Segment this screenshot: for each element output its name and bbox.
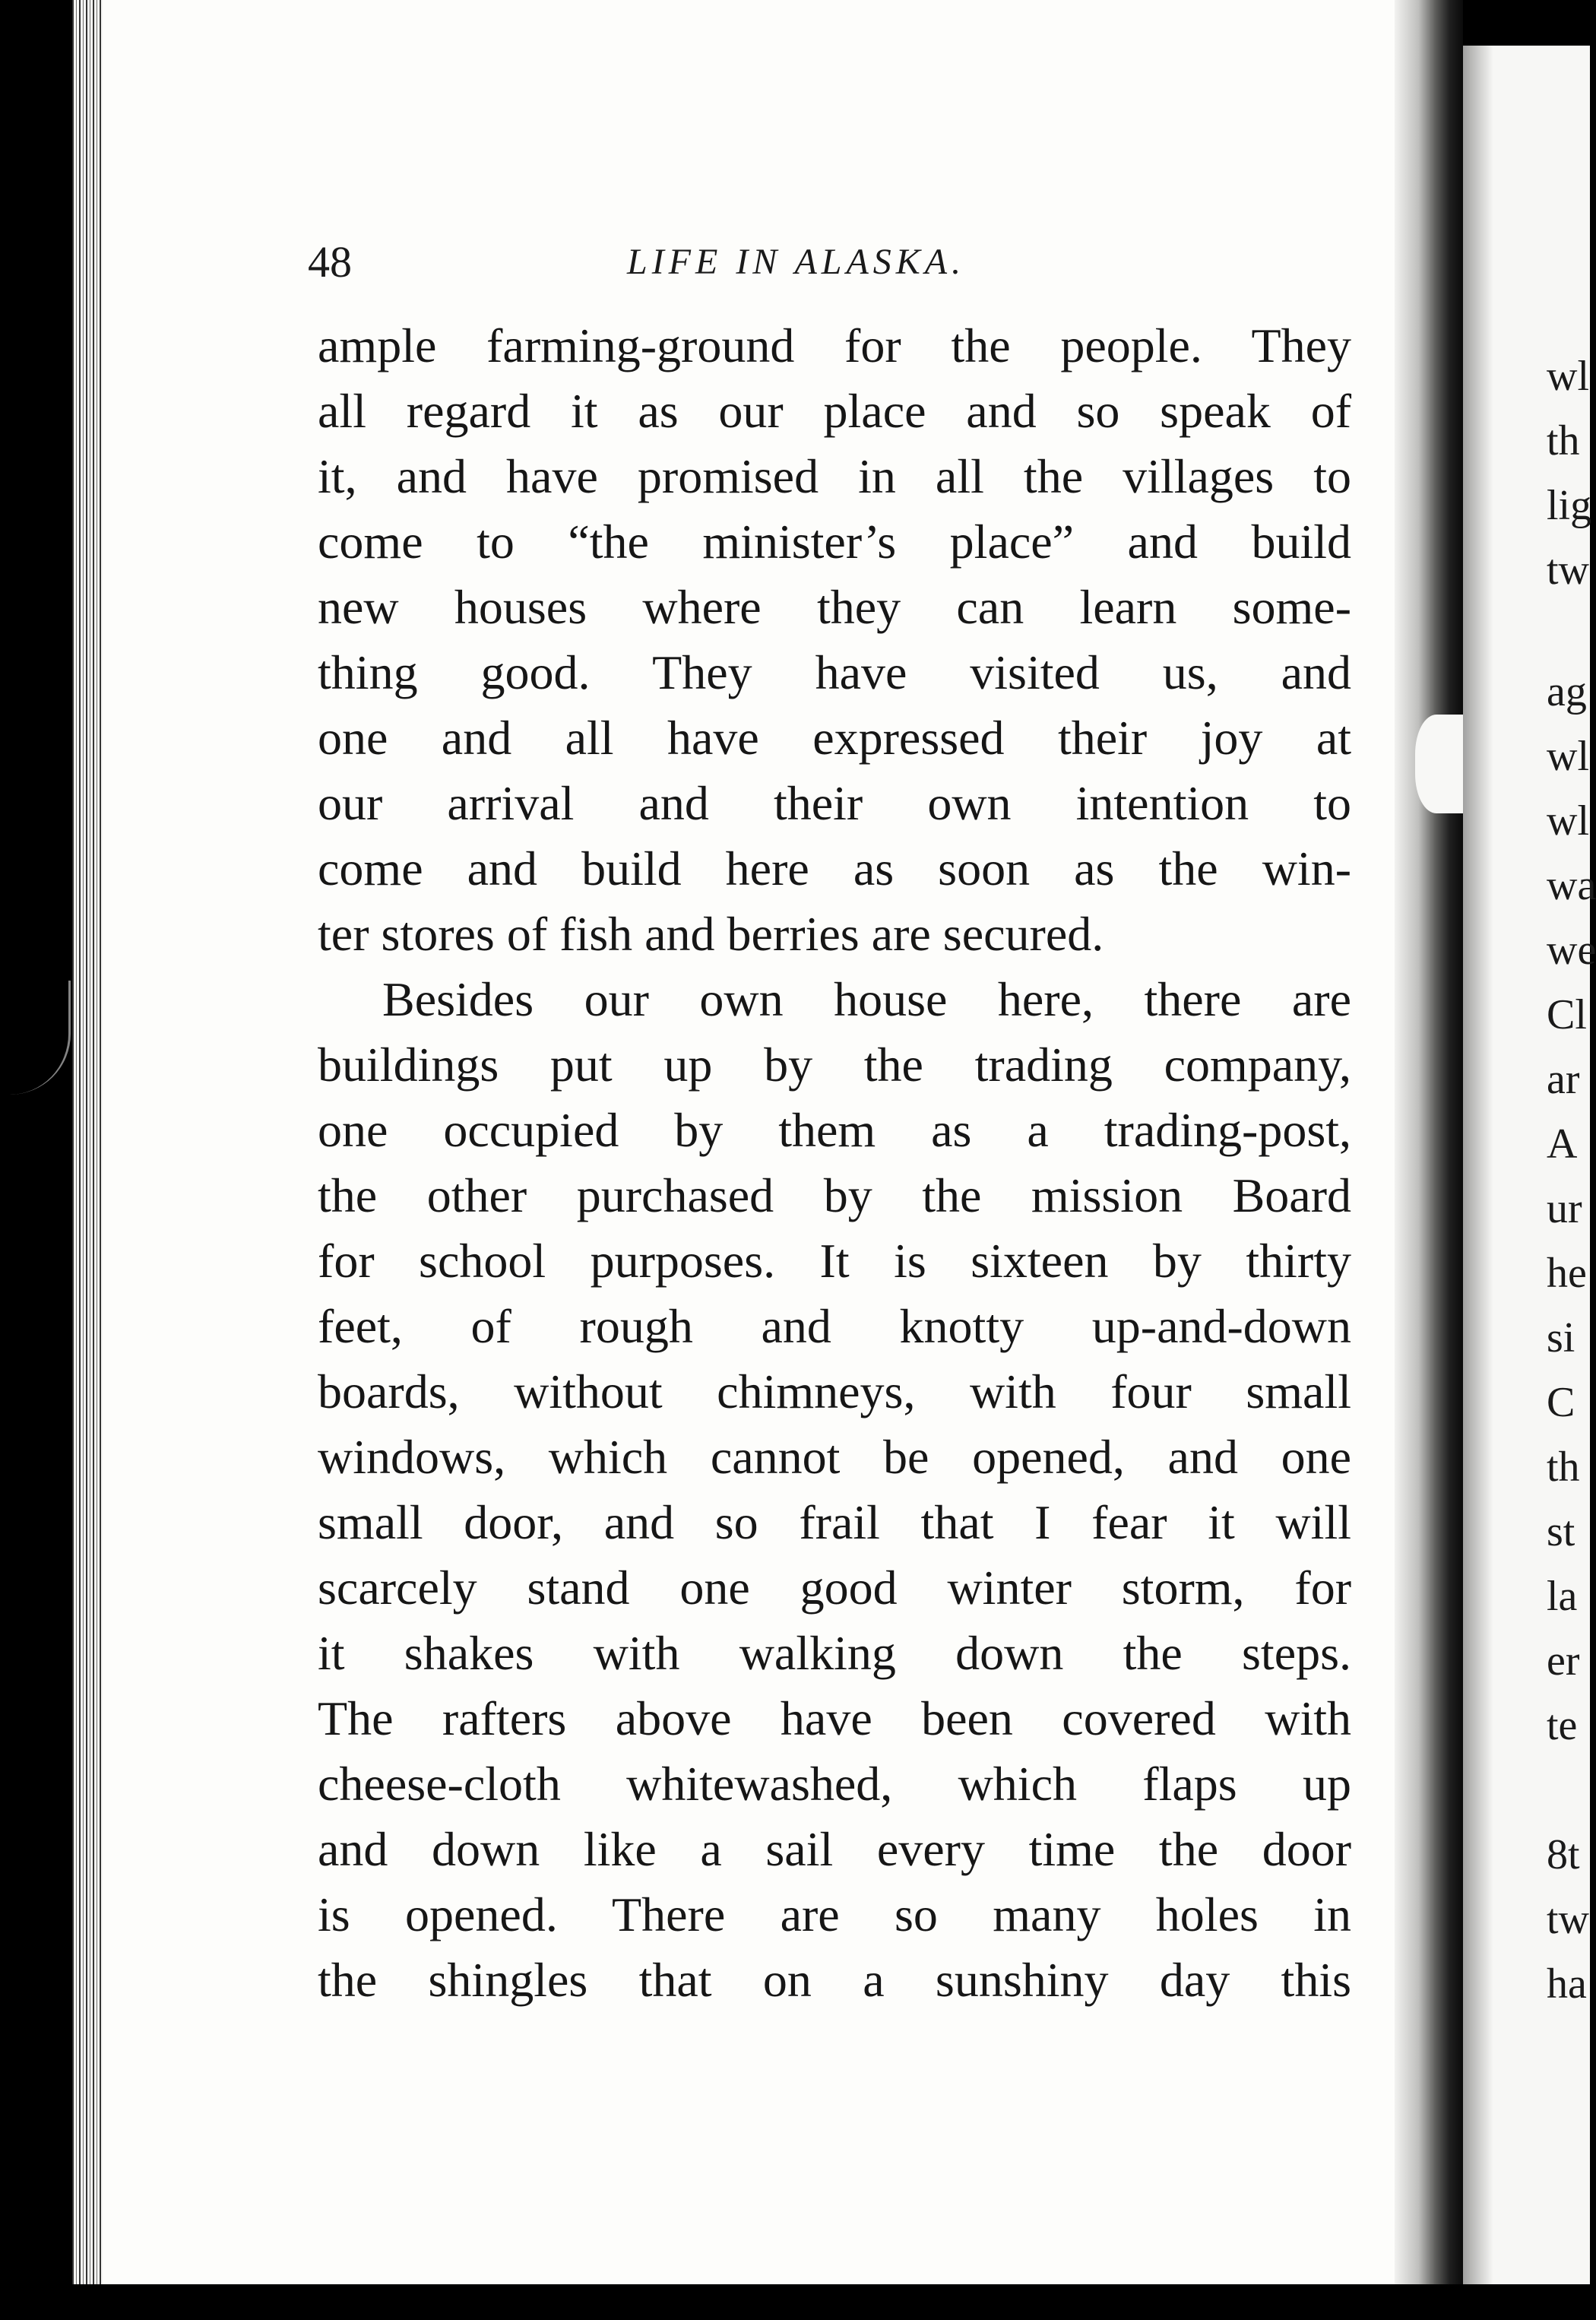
facing-text-fragment: la	[1547, 1573, 1578, 1620]
facing-text-fragment: wl	[1547, 733, 1589, 780]
text-line: feet, of rough and knotty up-and-down	[318, 1299, 1351, 1353]
text-line: one and all have expressed their joy at	[318, 711, 1351, 765]
facing-text-fragment: er	[1547, 1637, 1580, 1685]
text-line: and down like a sail every time the door	[318, 1822, 1351, 1876]
facing-page-shadow	[1463, 46, 1493, 2288]
facing-text-fragment: tw	[1547, 1896, 1589, 1943]
body-text	[318, 313, 1351, 2013]
text-line: one occupied by them as a trading-post,	[318, 1103, 1351, 1157]
facing-text-fragment: wl	[1547, 797, 1589, 845]
text-line: boards, without chimneys, with four small	[318, 1364, 1351, 1418]
text-line: Besides our own house here, there are	[382, 972, 1351, 1026]
facing-text-fragment: ar	[1547, 1056, 1580, 1103]
facing-text-fragment: A	[1547, 1120, 1578, 1168]
text-line: new houses where they can learn some-	[318, 580, 1351, 634]
text-line: come and build here as soon as the win-	[318, 841, 1351, 895]
facing-text-fragment: lig	[1547, 482, 1592, 529]
page-number: 48	[308, 237, 352, 287]
text-line: the shingles that on a sunshiny day this	[318, 1953, 1351, 2007]
text-line: is opened. There are so many holes in	[318, 1887, 1351, 1941]
facing-text-fragment: si	[1547, 1314, 1575, 1361]
text-line: scarcely stand one good winter storm, for	[318, 1561, 1351, 1615]
text-line: our arrival and their own intention to	[318, 776, 1351, 830]
text-line: it shakes with walking down the steps.	[318, 1626, 1351, 1680]
facing-text-fragment: tw	[1547, 547, 1589, 594]
facing-text-fragment: Cl	[1547, 991, 1587, 1038]
facing-text-fragment: 8t	[1547, 1831, 1580, 1878]
book-gutter	[1395, 0, 1463, 2320]
text-line: windows, which cannot be opened, and one	[318, 1430, 1351, 1484]
page-edge-stack	[72, 0, 103, 2320]
text-line: ample farming-ground for the people. They	[318, 319, 1351, 372]
facing-text-fragment: we	[1547, 927, 1596, 974]
facing-text-fragment: he	[1547, 1250, 1587, 1297]
text-line: The rafters above have been covered with	[318, 1691, 1351, 1745]
facing-text-fragment: wa	[1547, 862, 1596, 909]
facing-text-fragment: C	[1547, 1379, 1575, 1426]
text-line: ter stores of fish and berries are secured.	[318, 907, 1104, 961]
facing-text-fragment: ag	[1547, 668, 1587, 715]
facing-text-fragment: te	[1547, 1702, 1578, 1749]
text-line: small door, and so frail that I fear it will	[318, 1495, 1351, 1549]
gutter-paper-tear	[1415, 715, 1468, 813]
text-line: the other purchased by the mission Board	[318, 1168, 1351, 1222]
text-line: it, and have promised in all the villages to	[318, 449, 1351, 503]
scan-artifact	[0, 981, 71, 1095]
facing-text-fragment: th	[1547, 1444, 1580, 1491]
text-line: cheese-cloth whitewashed, which flaps up	[318, 1757, 1351, 1811]
text-line: come to “the minister’s place” and build	[318, 515, 1351, 569]
running-head: LIFE IN ALASKA.	[627, 242, 966, 282]
facing-text-fragment: ha	[1547, 1960, 1587, 2008]
text-line: buildings put up by the trading company,	[318, 1038, 1351, 1092]
scan-border	[0, 2284, 1590, 2320]
facing-text-fragment: th	[1547, 417, 1580, 464]
text-line: thing good. They have visited us, and	[318, 645, 1351, 699]
page-header	[308, 232, 1372, 293]
facing-text-fragment: st	[1547, 1508, 1575, 1555]
facing-text-fragment: wl	[1547, 353, 1589, 400]
text-line: all regard it as our place and so speak of	[318, 384, 1351, 438]
facing-text-fragment: ur	[1547, 1185, 1582, 1232]
text-line: for school purposes. It is sixteen by thirty	[318, 1234, 1351, 1288]
